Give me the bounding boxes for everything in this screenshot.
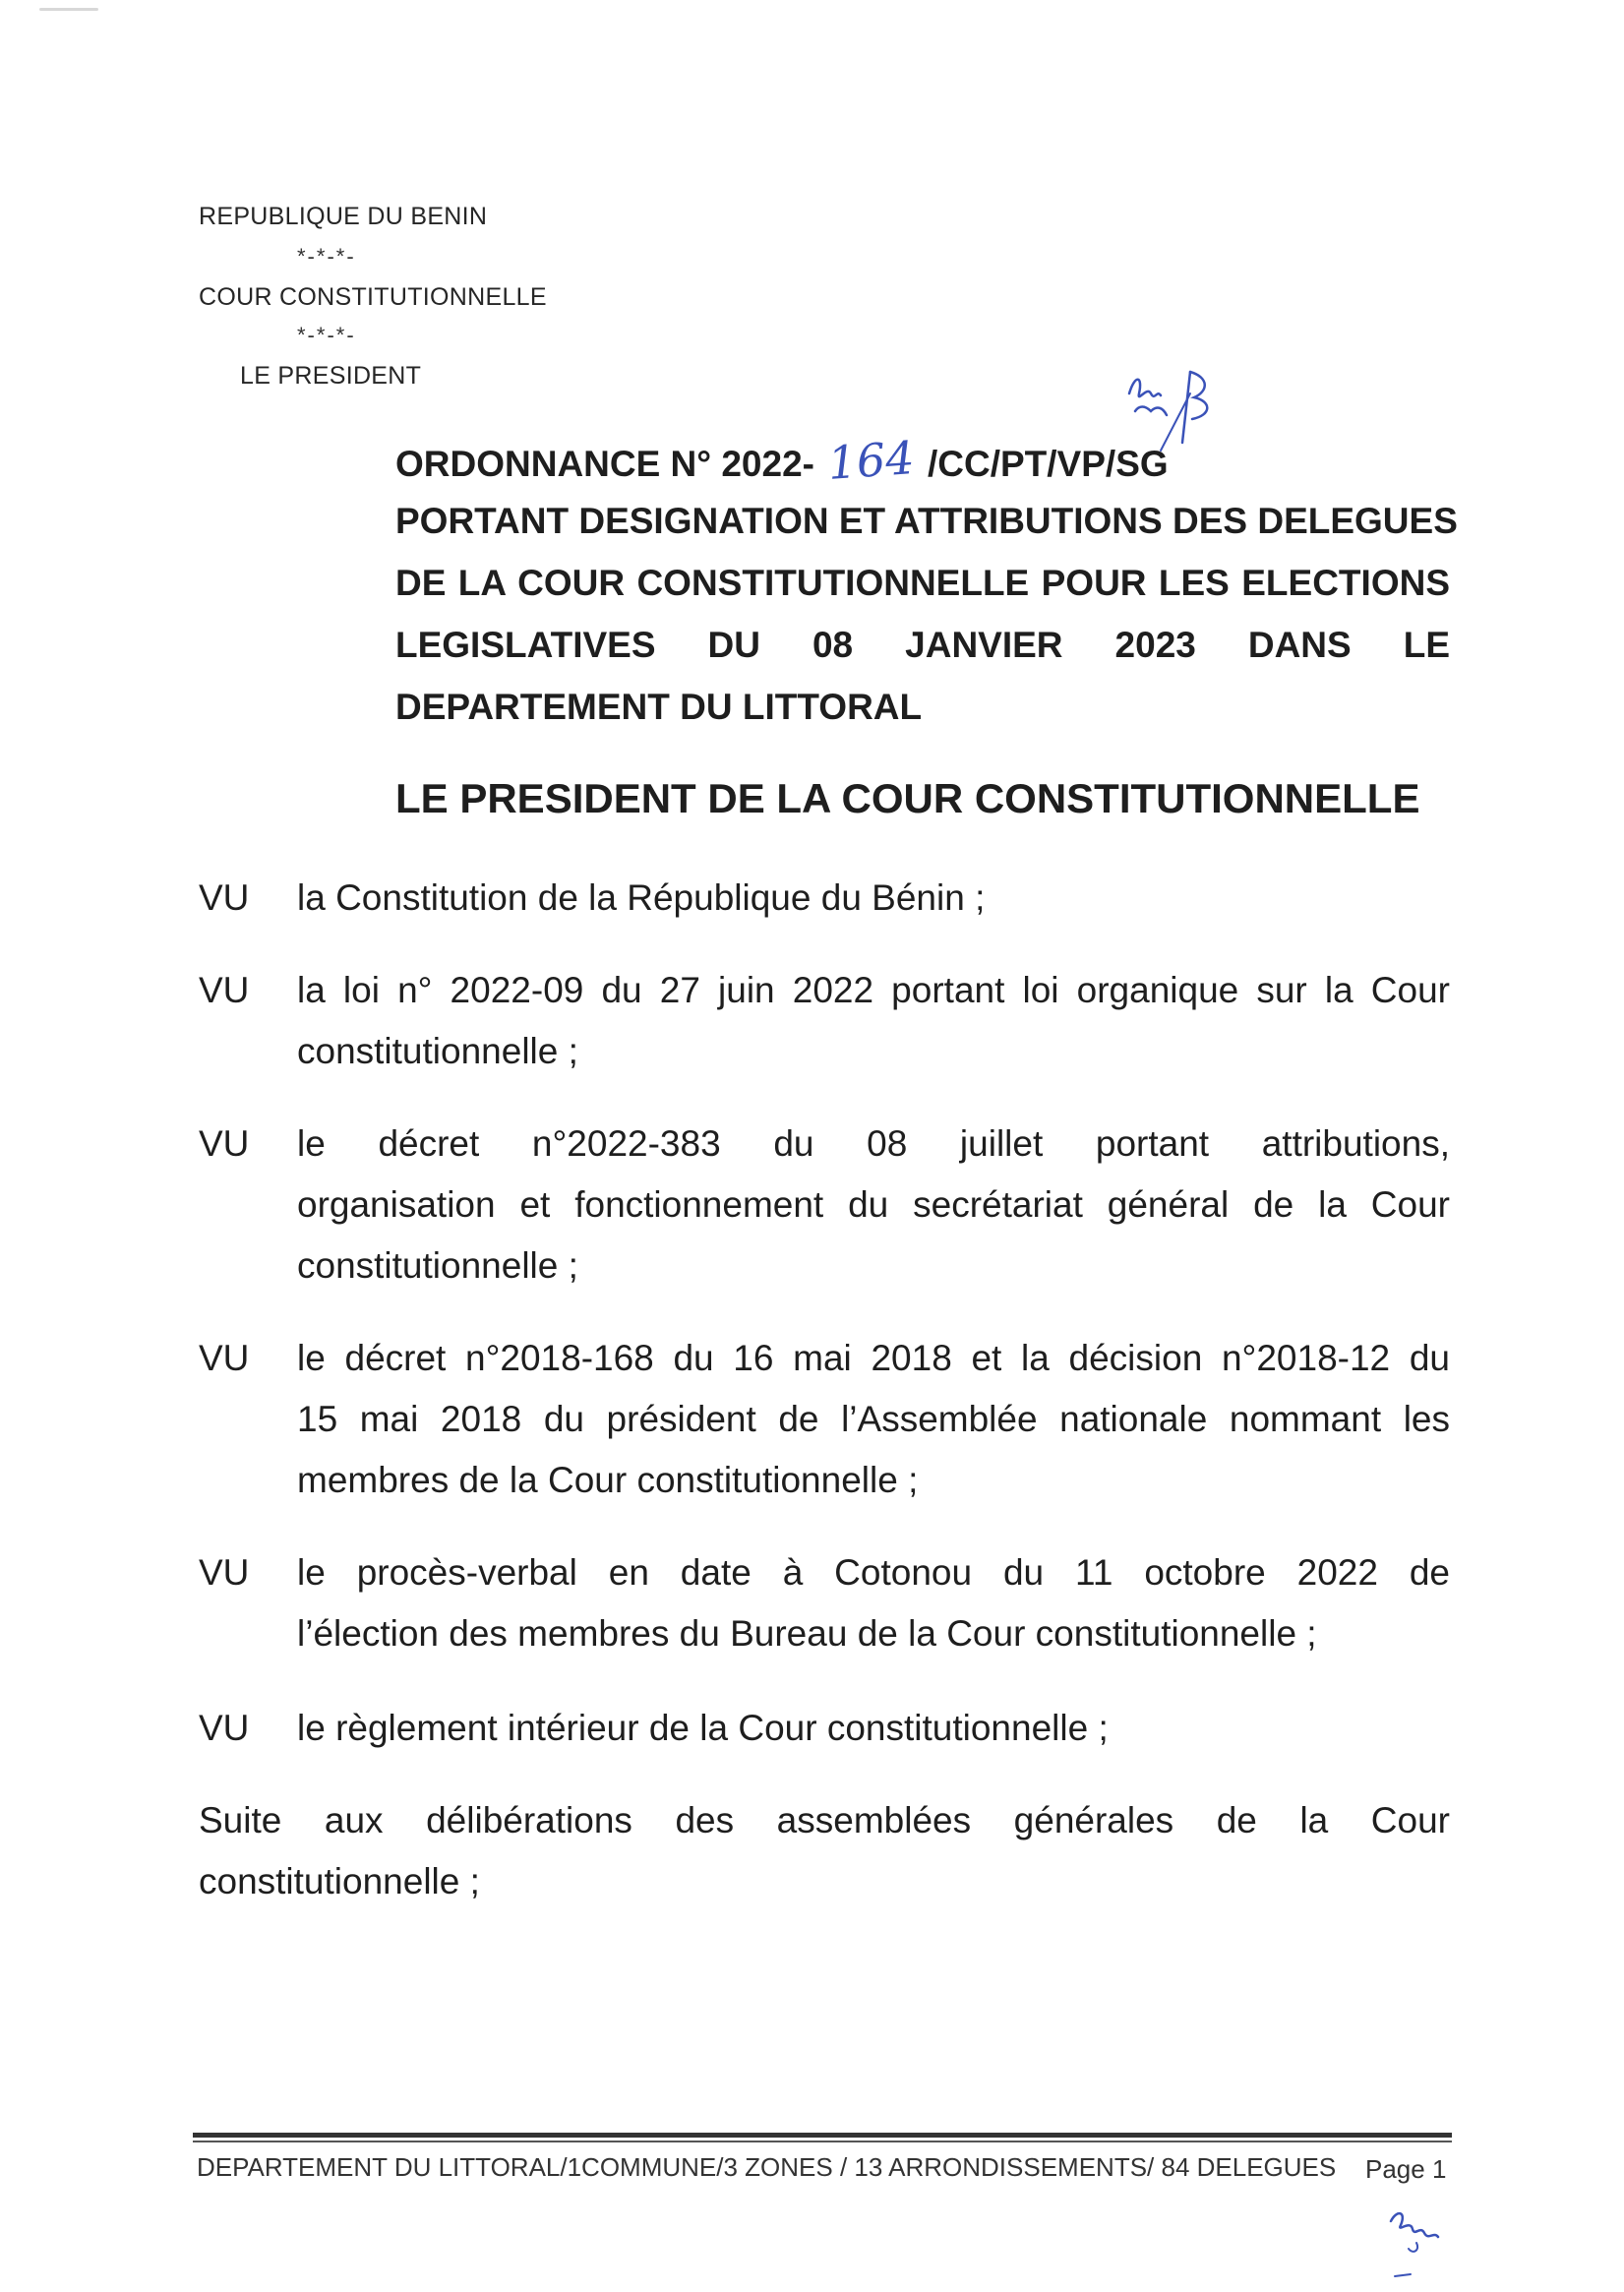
vu-text	[297, 868, 1450, 929]
vu-label: VU	[199, 1338, 250, 1378]
vu-line: l’élection des membres du Bureau de la Cour constitutionnelle ;	[297, 1613, 1317, 1654]
ordonnance-number-line	[395, 431, 1450, 490]
vu-text	[297, 960, 1450, 1082]
vu-label: VU	[199, 970, 250, 1010]
header-separator-1: *-*-*-	[297, 244, 356, 269]
header-court: COUR CONSTITUTIONNELLE	[199, 283, 547, 311]
suite-line: constitutionnelle ;	[199, 1861, 480, 1901]
vu-text	[297, 1698, 1450, 1759]
scan-artifact	[39, 8, 98, 11]
vu-line: le décret n°2018-168 du 16 mai 2018 et la décision n°2018-12 du	[297, 1338, 1450, 1378]
vu-line: le règlement intérieur de la Cour constitutionnelle ;	[297, 1708, 1109, 1748]
vu-line: constitutionnelle ;	[297, 1031, 578, 1071]
header-republic: REPUBLIQUE DU BENIN	[199, 203, 488, 230]
vu-label: VU	[199, 1552, 250, 1593]
header-separator-2: *-*-*-	[297, 323, 356, 347]
vu-line: 15 mai 2018 du président de l’Assemblée nationale nommant les	[297, 1399, 1450, 1439]
ordonnance-title-block	[395, 431, 1458, 738]
ordonnance-title-line: DE LA COUR CONSTITUTIONNELLE POUR LES ELECTIONS	[395, 563, 1450, 603]
vu-label: VU	[199, 1708, 250, 1748]
vu-line: la Constitution de la République du Bénin ;	[297, 877, 986, 918]
suite-paragraph	[199, 1790, 1450, 1912]
vu-text	[297, 1114, 1450, 1297]
ordonnance-title-line: LEGISLATIVES DU 08 JANVIER 2023 DANS LE	[395, 625, 1450, 665]
vu-line: constitutionnelle ;	[297, 1245, 578, 1286]
vu-text	[297, 1328, 1450, 1511]
vu-line: organisation et fonctionnement du secrétariat général de la Cour	[297, 1184, 1450, 1225]
header-president: LE PRESIDENT	[240, 362, 422, 390]
ordonnance-suffix: /CC/PT/VP/SG	[928, 444, 1169, 484]
suite-line: Suite aux délibérations des assemblées générales de la Cour	[199, 1800, 1450, 1840]
footer-rule	[193, 2133, 1452, 2138]
footer-text: DEPARTEMENT DU LITTORAL/1COMMUNE/3 ZONES / 13 ARRONDISSEMENTS/ 84 DELEGUES	[197, 2152, 1337, 2182]
footer-rule-thin	[193, 2141, 1452, 2142]
vu-text	[297, 1542, 1450, 1664]
vu-line: membres de la Cour constitutionnelle ;	[297, 1460, 919, 1500]
ordonnance-prefix: ORDONNANCE N° 2022-	[395, 444, 814, 484]
vu-line: la loi n° 2022-09 du 27 juin 2022 portant loi organique sur la Cour	[297, 970, 1450, 1010]
page-number: Page 1	[1365, 2154, 1447, 2184]
ordonnance-handwritten-number: 164	[825, 431, 917, 490]
vu-line: le procès-verbal en date à Cotonou du 11 octobre 2022 de	[297, 1552, 1450, 1593]
page-initials-icon	[1377, 2203, 1456, 2282]
vu-label: VU	[199, 877, 250, 918]
ordonnance-title-line: PORTANT DESIGNATION ET ATTRIBUTIONS DES DELEGUES	[395, 501, 1458, 541]
president-heading: LE PRESIDENT DE LA COUR CONSTITUTIONNELLE	[395, 775, 1420, 821]
vu-label: VU	[199, 1123, 250, 1164]
ordonnance-title-line: DEPARTEMENT DU LITTORAL	[395, 687, 923, 727]
vu-line: le décret n°2022-383 du 08 juillet portant attributions,	[297, 1123, 1450, 1164]
